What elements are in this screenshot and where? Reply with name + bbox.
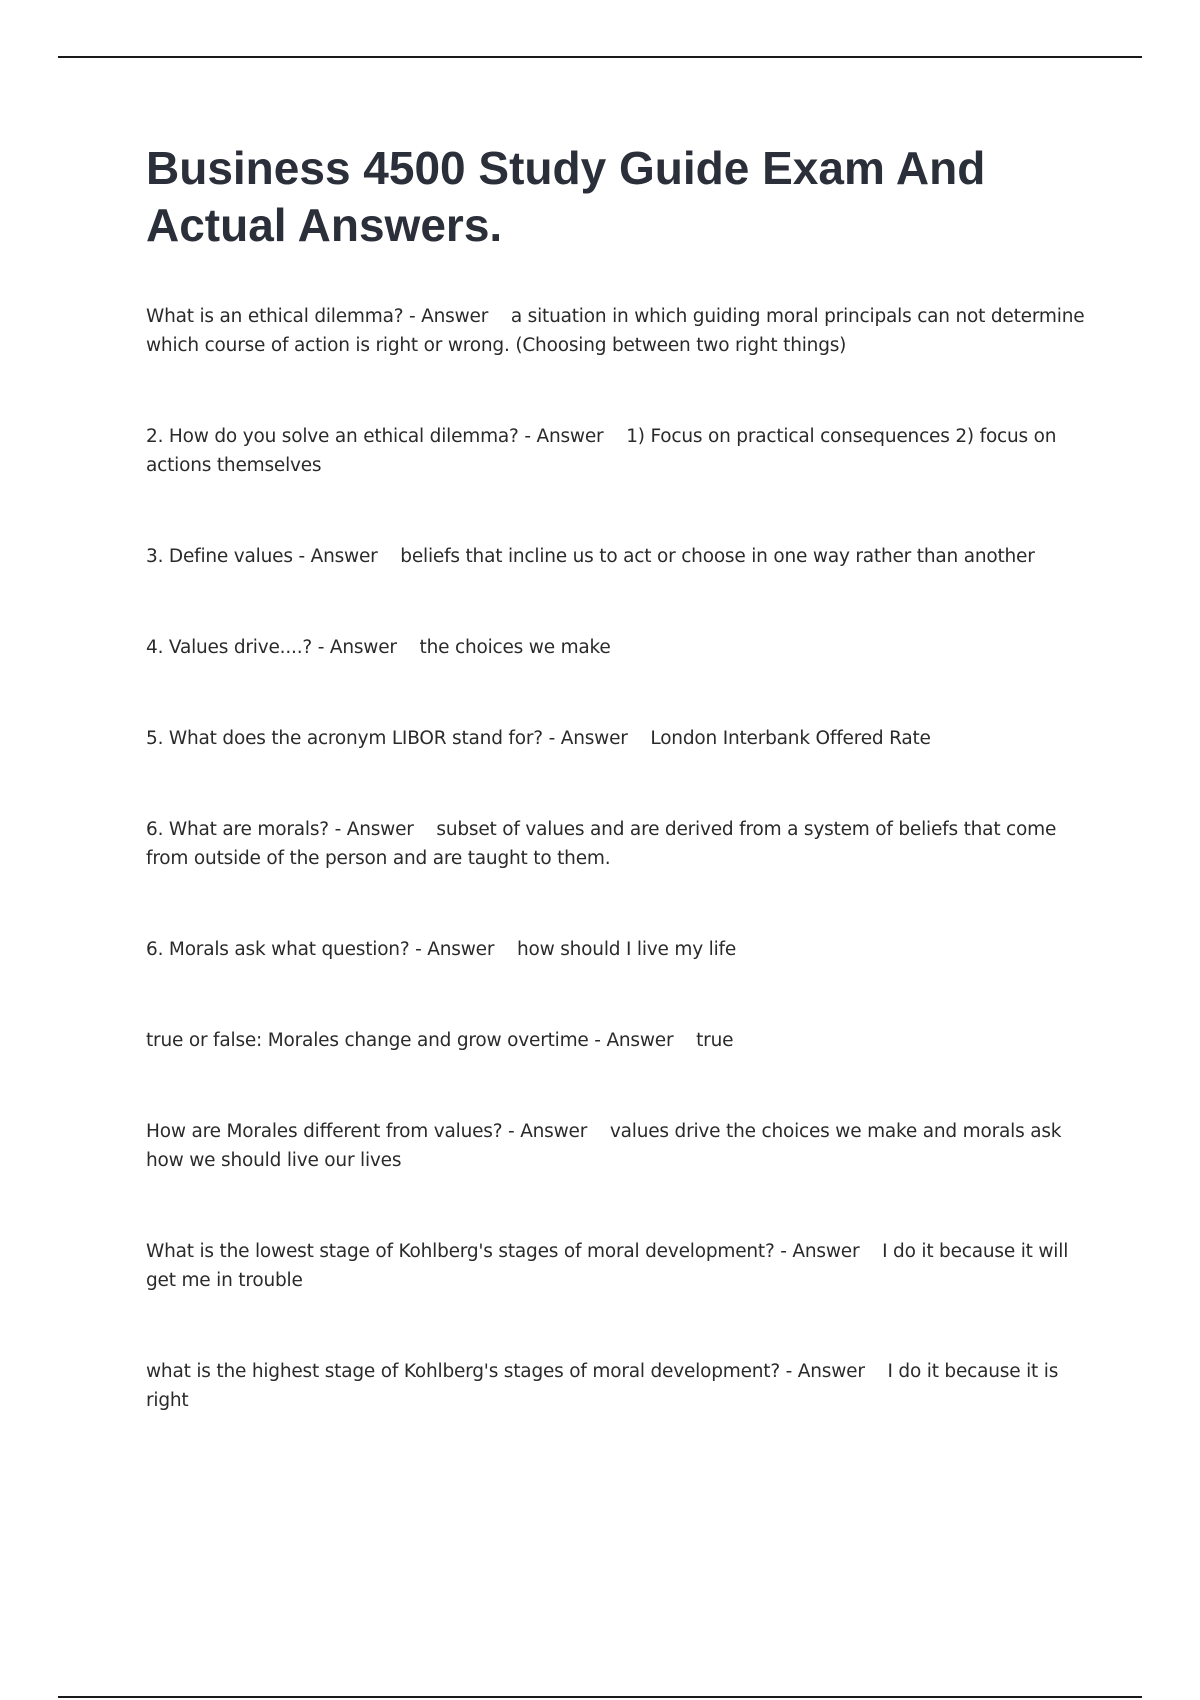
answer-label: Answer	[346, 819, 414, 840]
answer-text: I do it because it will get me in trouble	[146, 1241, 1069, 1291]
answer-text: true	[696, 1030, 734, 1051]
answer-text: London Interbank Offered Rate	[650, 728, 931, 749]
answer-label: Answer	[797, 1361, 865, 1382]
qa-item	[146, 633, 1096, 662]
answer-text: values drive the choices we make and morals ask how we should live our lives	[146, 1121, 1062, 1171]
question-text: What is an ethical dilemma? -	[146, 306, 422, 327]
question-text: 2. How do you solve an ethical dilemma? -	[146, 426, 537, 447]
qa-item	[146, 815, 1096, 873]
qa-item	[146, 1237, 1096, 1295]
answer-text: subset of values and are derived from a system of beliefs that come from outside of the person and are taught to them.	[146, 819, 1057, 869]
question-text: 4. Values drive....? -	[146, 637, 330, 658]
qa-item	[146, 1357, 1096, 1415]
answer-label: Answer	[520, 1121, 588, 1142]
answer-label: Answer	[421, 306, 489, 327]
answer-label: Answer	[792, 1241, 860, 1262]
question-text: 6. Morals ask what question? -	[146, 939, 428, 960]
answer-text: a situation in which guiding moral principals can not determine which course of action is right or wrong. (Choosing between two right things)	[146, 306, 1085, 356]
question-text: 6. What are morals? -	[146, 819, 347, 840]
answer-text: I do it because it is right	[146, 1361, 1059, 1411]
bottom-divider	[58, 1696, 1142, 1698]
answer-label: Answer	[606, 1030, 674, 1051]
qa-list	[146, 302, 1096, 1415]
qa-item	[146, 1117, 1096, 1175]
question-text: How are Morales different from values? -	[146, 1121, 521, 1142]
top-divider	[58, 56, 1142, 58]
document-title: Business 4500 Study Guide Exam And Actual Answers.	[146, 142, 986, 251]
qa-item	[146, 724, 1096, 753]
answer-text: the choices we make	[419, 637, 611, 658]
answer-text: beliefs that incline us to act or choose in one way rather than another	[400, 546, 1035, 567]
question-text: true or false: Morales change and grow overtime -	[146, 1030, 607, 1051]
question-text: What is the lowest stage of Kohlberg's stages of moral development? -	[146, 1241, 793, 1262]
answer-label: Answer	[560, 728, 628, 749]
qa-item	[146, 422, 1096, 480]
answer-label: Answer	[310, 546, 378, 567]
document-body	[146, 140, 1096, 1477]
question-text: 5. What does the acronym LIBOR stand for? -	[146, 728, 561, 749]
qa-item	[146, 935, 1096, 964]
answer-text: how should I live my life	[516, 939, 737, 960]
question-text: 3. Define values -	[146, 546, 311, 567]
qa-item	[146, 1026, 1096, 1055]
answer-text: 1) Focus on practical consequences 2) focus on actions themselves	[146, 426, 1057, 476]
qa-item	[146, 302, 1096, 360]
answer-label: Answer	[329, 637, 397, 658]
question-text: what is the highest stage of Kohlberg's stages of moral development? -	[146, 1361, 798, 1382]
qa-item	[146, 542, 1096, 571]
answer-label: Answer	[536, 426, 604, 447]
answer-label: Answer	[427, 939, 495, 960]
